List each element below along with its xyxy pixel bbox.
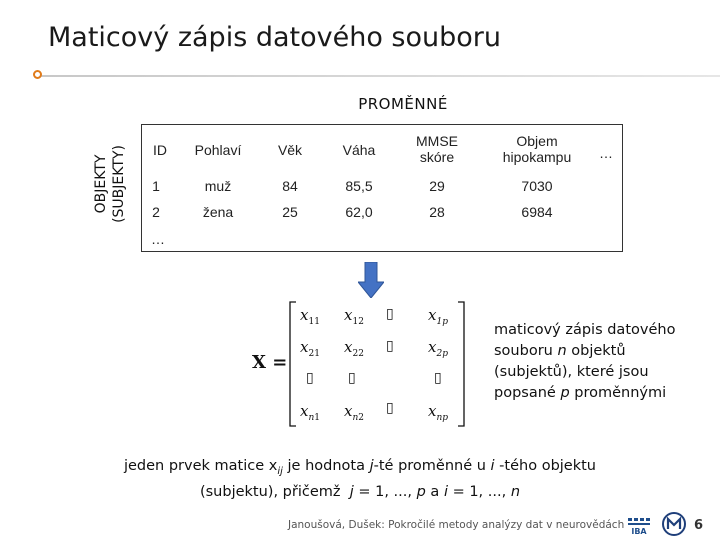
table-header-cell: MMSE skóre — [416, 133, 458, 165]
page-number: 6 — [694, 518, 704, 533]
objects-label-line1: OBJEKTY — [93, 154, 109, 214]
table-header-cell: Váha — [342, 142, 376, 158]
left-bracket — [290, 302, 296, 426]
accent-dot — [33, 70, 42, 79]
matrix-dots: ▯ — [386, 306, 394, 322]
matrix-entry-x12: $x_{12}$ — [344, 306, 364, 327]
matrix-entry-x21: $x_{21}$ — [300, 338, 320, 359]
matrix-dots: ▯ — [306, 370, 314, 386]
table-header-cell: Pohlaví — [194, 142, 242, 158]
table-cell: 25 — [282, 204, 298, 220]
objects-label-line2: (SUBJEKTY) — [111, 145, 127, 223]
table-cell: muž — [204, 178, 232, 194]
table-ellipsis: … — [151, 231, 165, 247]
objects-label — [40, 120, 150, 248]
matrix-entry-xnp: $x_{np}$ — [428, 402, 449, 423]
svg-text:IBA: IBA — [631, 527, 647, 536]
matrix-element-description: jeden prvek matice $x_{ij}$ je hodnota j-té proměnné u i -tého objektu (subjektu), přičemž j = 1, ..., p a i = 1, ..., n — [123, 458, 596, 500]
data-table — [141, 124, 623, 252]
down-arrow-icon — [358, 262, 384, 298]
table-cell: 84 — [282, 178, 298, 194]
muni-logo — [662, 512, 686, 536]
matrix-dots: ▯ — [386, 400, 394, 416]
table-cell: 28 — [429, 204, 445, 220]
table-cell: 62,0 — [345, 204, 373, 220]
table-cell: 29 — [429, 178, 445, 194]
table-cell: žena — [202, 204, 234, 220]
matrix-X — [248, 298, 468, 432]
matrix-entry-x1p: $x_{1p}$ — [428, 306, 448, 327]
iba-logo — [626, 514, 652, 536]
matrix-entry-xn1: $x_n1$ — [300, 402, 320, 423]
matrix-entry-x2p: $x_{2p}$ — [428, 338, 448, 359]
matrix-entry-x11: $x_{11}$ — [300, 306, 320, 327]
footer-citation: Janoušová, Dušek: Pokročilé metody analýzy dat v neurovědách — [288, 519, 625, 531]
table-cell: 85,5 — [345, 178, 373, 194]
table-header-cell: Věk — [277, 142, 303, 158]
matrix-lhs: X = — [252, 352, 288, 373]
right-bracket — [458, 302, 464, 426]
table-cell: 1 — [152, 178, 160, 194]
matrix-dots: ▯ — [386, 338, 394, 354]
title-divider — [40, 75, 720, 77]
matrix-dots: ▯ — [434, 370, 442, 386]
table-cell: 6984 — [521, 204, 553, 220]
matrix-dots: ▯ — [348, 370, 356, 386]
table-header-cell: ID — [153, 142, 167, 158]
page-title: Maticový zápis datového souboru — [48, 22, 502, 53]
matrix-caption: maticový zápis datového souboru n objektů (subjektů), které jsou popsané p proměnnými — [494, 322, 676, 401]
variables-label: PROMĚNNÉ — [358, 95, 448, 113]
table-cell: 7030 — [521, 178, 553, 194]
table-header-cell: Objem hipokampu — [502, 133, 572, 165]
table-cell: 2 — [152, 204, 160, 220]
matrix-entry-xn2: $x_n2$ — [344, 402, 364, 423]
matrix-entry-x22: $x_{22}$ — [344, 338, 364, 359]
table-header-cell: … — [599, 145, 613, 161]
